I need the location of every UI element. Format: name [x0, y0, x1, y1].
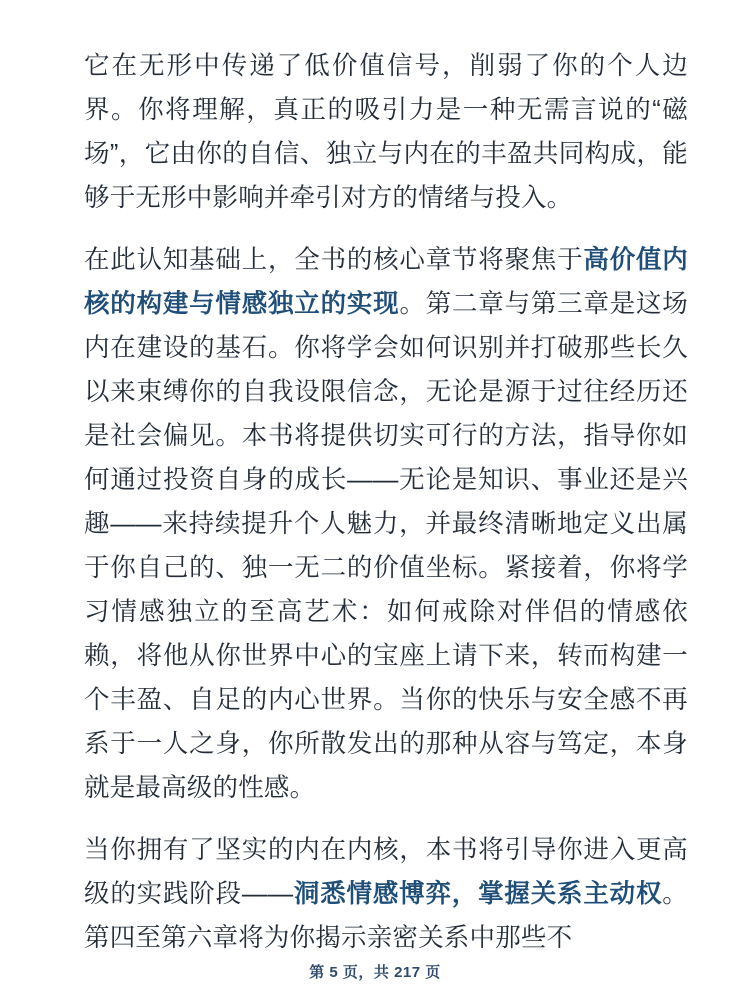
- emphasized-text-run: 高价值内核的构建与情感独立的实现: [84, 246, 688, 318]
- paragraph-3: [84, 828, 688, 960]
- text-run: 。第二章与第三章是这场内在建设的基石。你将学会如何识别并打破那些长久以来束缚你的自我设限信念，无论是源于过往经历还是社会偏见。本书将提供切实可行的方法，指导你如何通过投资自身的成长——无论是知识、事业还是兴趣——来持续提升个人魅力，并最终清晰地定义出属于你自己的、独一无二的价值坐标。紧接着，你将学习情感独立的至高艺术：如何戒除对伴侣的情感依赖，将他从你世界中心的宝座上请下来，转而构建一个丰盈、自足的内心世界。当你的快乐与安全感不再系于一人之身，你所散发出的那种从容与笃定，本身就是最高级的性感。: [84, 290, 688, 802]
- page-footer: 第 5 页，共 217 页: [309, 964, 441, 981]
- text-run: 它在无形中传递了低价值信号，削弱了你的个人边界。你将理解，真正的吸引力是一种无需言说的“磁场”，它由你的自信、独立与内在的丰盈共同构成，能够于无形中影响并牵引对方的情绪与投入。: [84, 52, 688, 212]
- paragraph-1: [84, 44, 688, 220]
- text-run: 。第四至第六章将为你揭示亲密关系中那些不: [84, 880, 688, 952]
- text-run: 在此认知基础上，全书的核心章节将聚焦于: [84, 246, 584, 274]
- paragraph-2: [84, 238, 688, 810]
- text-run: 当你拥有了坚实的内在内核，本书将引导你进入更高级的实践阶段——: [84, 836, 688, 908]
- emphasized-text-run: 洞悉情感博弈，掌握关系主动权: [293, 880, 663, 908]
